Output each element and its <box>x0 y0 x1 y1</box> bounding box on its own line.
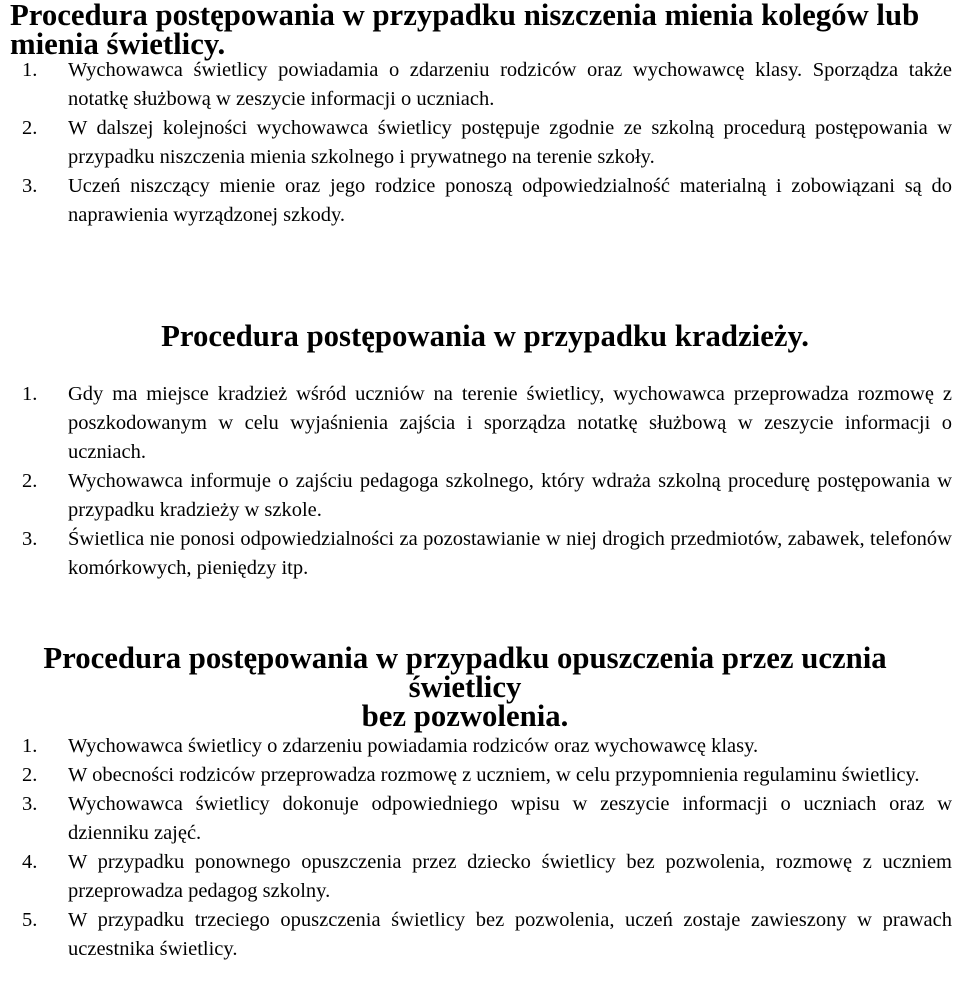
procedure-list-leaving <box>22 732 952 964</box>
procedure-list-damage <box>22 56 952 230</box>
list-item <box>22 790 952 848</box>
list-item-text: W przypadku trzeciego opuszczenia świetlicy bez pozwolenia, uczeń zostaje zawieszony w prawach uczestnika świetlicy. <box>68 909 952 960</box>
list-item-number: 3. <box>22 175 38 197</box>
list-item <box>22 732 952 761</box>
list-item-text: W dalszej kolejności wychowawca świetlicy postępuje zgodnie ze szkolną procedurą postępowania w przypadku niszczenia mienia szkolnego i prywatnego na terenie szkoły. <box>68 117 952 168</box>
list-item-text: Wychowawca świetlicy powiadamia o zdarzeniu rodziców oraz wychowawcę klasy. Sporządza także notatkę służbową w zeszycie informacji o uczniach. <box>68 59 952 110</box>
list-item <box>22 56 952 114</box>
list-item-number: 5. <box>22 909 38 931</box>
list-item-text: Gdy ma miejsce kradzież wśród uczniów na terenie świetlicy, wychowawca przeprowadza rozmowę z poszkodowanym w celu wyjaśnienia zajścia i sporządza notatkę służbową w zeszycie informacji o uczniach. <box>68 383 952 463</box>
list-item <box>22 761 952 790</box>
list-item-number: 1. <box>22 59 38 81</box>
list-item-number: 3. <box>22 793 38 815</box>
list-item-text: Wychowawca świetlicy o zdarzeniu powiadamia rodziców oraz wychowawcę klasy. <box>68 735 759 757</box>
section-title-line: bez pozwolenia. <box>361 699 569 733</box>
list-item <box>22 114 952 172</box>
procedure-list-theft <box>22 380 952 583</box>
list-item-number: 3. <box>22 528 38 550</box>
list-item-text: Uczeń niszczący mienie oraz jego rodzice ponoszą odpowiedzialność materialną i zobowiązani są do naprawienia wyrządzonej szkody. <box>68 175 952 226</box>
list-item <box>22 906 952 964</box>
list-item <box>22 848 952 906</box>
list-item-text: Wychowawca informuje o zajściu pedagoga szkolnego, który wdraża szkolną procedurę postępowania w przypadku kradzieży w szkole. <box>68 470 952 521</box>
list-item <box>22 172 952 230</box>
list-item-text: Wychowawca świetlicy dokonuje odpowiedniego wpisu w zeszycie informacji o uczniach oraz w dzienniku zajęć. <box>68 793 952 844</box>
list-item-number: 2. <box>22 117 38 139</box>
list-item-number: 4. <box>22 851 38 873</box>
section-title-line: Procedura postępowania w przypadku opuszczenia przez ucznia świetlicy <box>43 641 887 704</box>
section-title-damage: Procedura postępowania w przypadku niszczenia mienia kolegów lub mienia świetlicy. <box>10 0 920 61</box>
list-item-number: 1. <box>22 383 38 405</box>
list-item-number: 2. <box>22 470 38 492</box>
list-item-text: W przypadku ponownego opuszczenia przez dziecko świetlicy bez pozwolenia, rozmowę z uczniem przeprowadza pedagog szkolny. <box>68 851 952 902</box>
list-item-text: Świetlica nie ponosi odpowiedzialności za pozostawianie w niej drogich przedmiotów, zabawek, telefonów komórkowych, pieniędzy itp. <box>68 528 952 579</box>
list-item-number: 2. <box>22 764 38 786</box>
section-title-theft: Procedura postępowania w przypadku kradzieży. <box>161 319 809 353</box>
list-item <box>22 525 952 583</box>
section-title-leaving <box>0 641 960 733</box>
list-item-text: W obecności rodziców przeprowadza rozmowę z uczniem, w celu przypomnienia regulaminu świetlicy. <box>68 764 920 786</box>
list-item <box>22 467 952 525</box>
list-item-number: 1. <box>22 735 38 757</box>
list-item <box>22 380 952 467</box>
